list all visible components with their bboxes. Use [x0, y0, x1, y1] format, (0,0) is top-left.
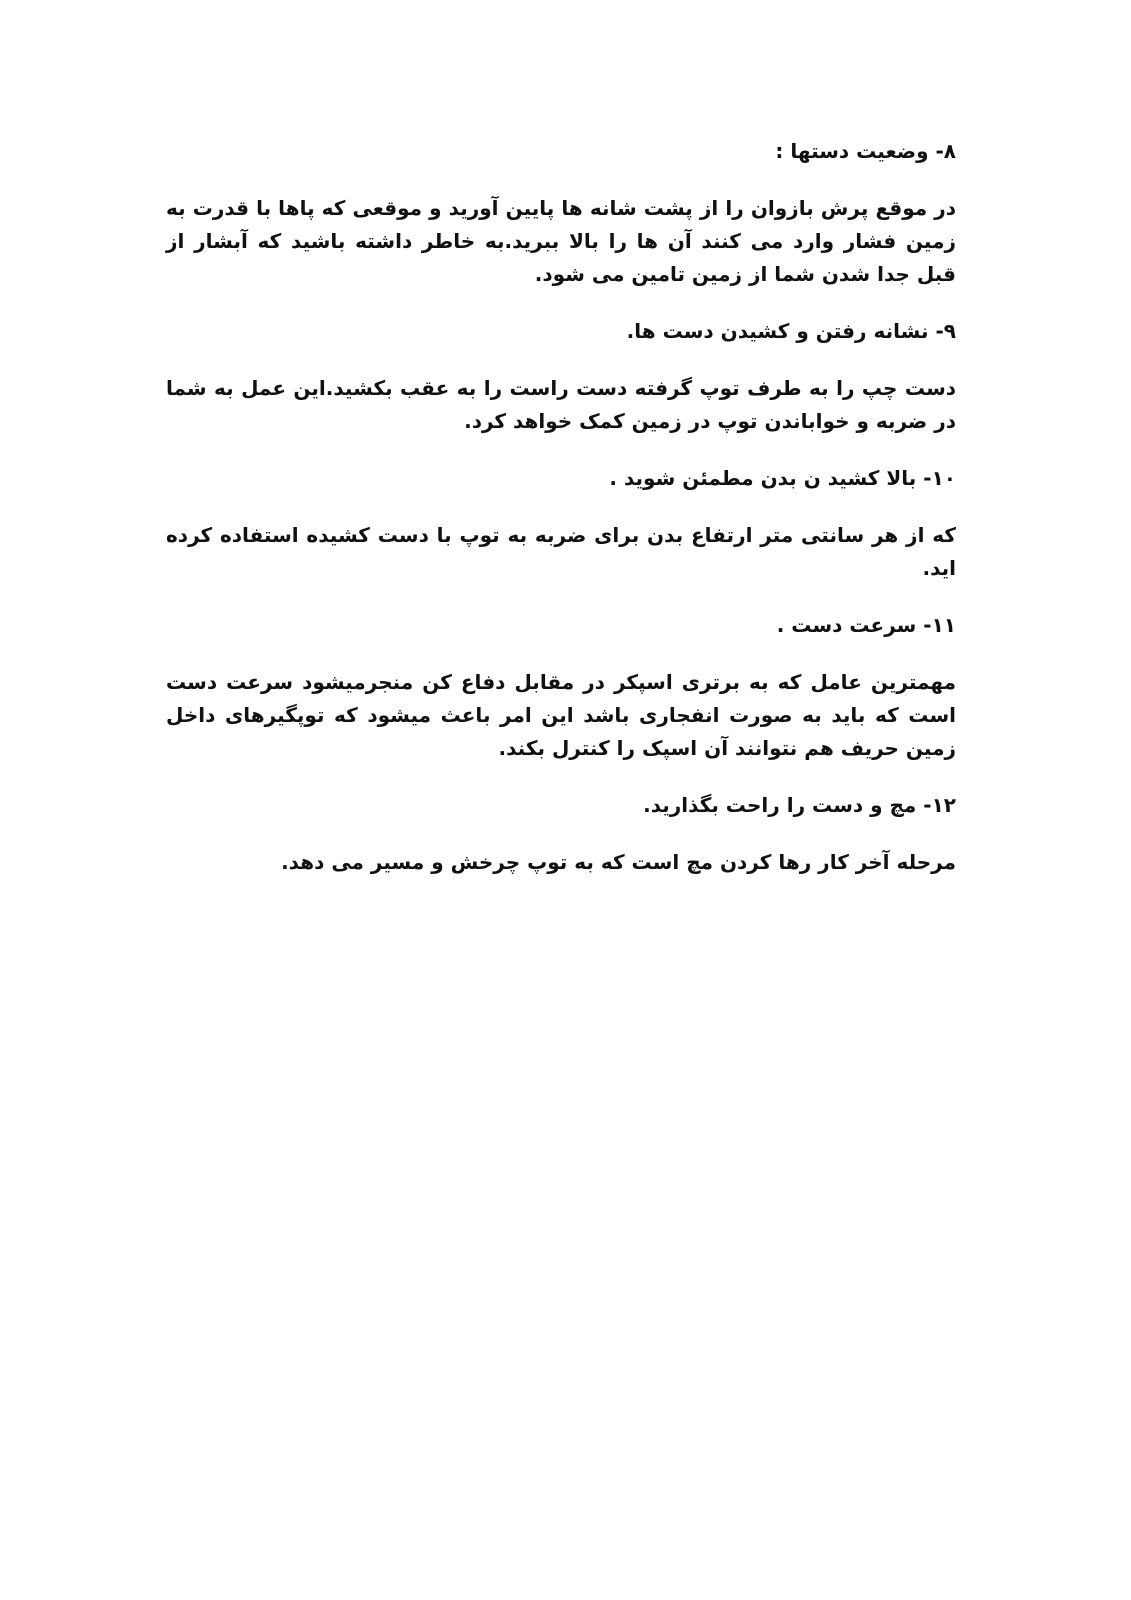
document-body — [166, 135, 956, 903]
section-heading-12: ۱۲- مچ و دست را راحت بگذارید. — [643, 793, 956, 817]
section-paragraph-11: مهمترین عامل که به برتری اسپکر در مقابل دفاع کن منجرمیشود سرعت دست است که باید به صورت انفجاری باشد این امر باعث میشود که توپگیرهای داخل زمین حریف هم نتوانند آن اسپک را کنترل بکند. — [166, 670, 956, 760]
section-paragraph-9: دست چپ را به طرف توپ گرفته دست راست را به عقب بکشید.این عمل به شما در ضربه و خواباندن توپ در زمین کمک خواهد کرد. — [166, 376, 956, 433]
section-paragraph-10: که از هر سانتی متر ارتفاع بدن برای ضربه به توپ با دست کشیده استفاده کرده اید. — [166, 523, 956, 580]
section-heading-9: ۹- نشانه رفتن و کشیدن دست ها. — [626, 319, 956, 343]
section-heading-10: ۱۰- بالا کشید ن بدن مطمئن شوید . — [609, 466, 956, 490]
section-paragraph-12: مرحله آخر کار رها کردن مچ است که به توپ چرخش و مسیر می دهد. — [281, 850, 956, 874]
section-paragraph-8: در موقع پرش بازوان را از پشت شانه ها پایین آورید و موقعی که پاها با قدرت به زمین فشار وارد می کنند آن ها را بالا ببرید.به خاطر داشته باشید که آبشار از قبل جدا شدن شما از زمین تامین می شود. — [166, 196, 956, 286]
section-heading-8: ۸- وضعیت دستها : — [775, 139, 956, 163]
section-heading-11: ۱۱- سرعت دست . — [776, 613, 956, 637]
